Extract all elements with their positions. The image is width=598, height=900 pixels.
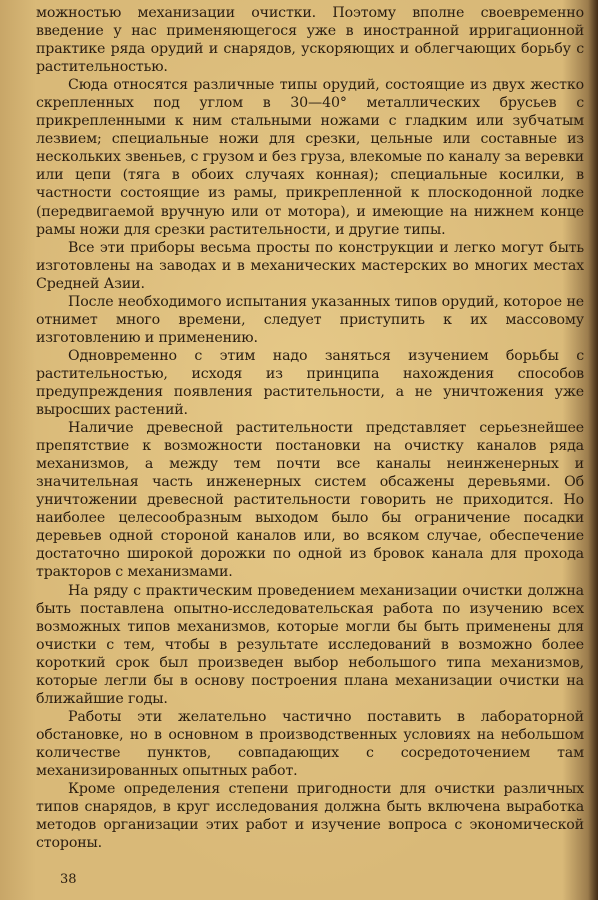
- paragraph-8: Работы эти желательно частично поставить в лабораторной обстановке, но в основном в производственных условиях на небольшом количестве пунктов, совпадающих с сосредоточением там механизированных опытных работ.: [36, 708, 584, 779]
- paragraph-9: Кроме определения степени пригодности для очистки различных типов снарядов, в круг исследования должна быть включена выработка методов организации этих работ и изучение вопроса с экономической стороны.: [36, 781, 584, 852]
- paragraph-6: Наличие древесной растительности представляет серьезнейшее препятствие к возможности постановки на очистку каналов ряда механизмов, а между тем почти все каналы неинженерных и значительная часть инженерных систем обсажены деревьями. Об уничтожении древесной растительности говорить не приходится. Но наиболее целесообразным выходом было бы ограничение посадки деревьев одной стороной каналов или, во всяком случае, обеспечение достаточно широкой дорожки по одной из бровок канала для прохода тракторов с механизмами.: [36, 420, 584, 581]
- page-edge-shadow: [588, 0, 598, 900]
- paragraph-5: Одновременно с этим надо заняться изучением борьбы с растительностью, исходя из принципа нахождения способов предупреждения появления растительности, а не уничтожения уже выросших растений.: [36, 347, 584, 419]
- paragraph-2: Сюда относятся различные типы орудий, состоящие из двух жестко скрепленных под углом в 30—40° металлических брусьев с прикрепленными к ним стальными ножами с гладким или зубчатым лезвием; специальные ножи для срезки, цельные или составные из нескольких звеньев, с грузом и без груза, влекомые по каналу за веревки или цепи (тяга в обоих случаях конная); специальные косилки, в частности состоящие из рамы, прикрепленной к плоскодонной лодке (передвигаемой вручную или от мотора), и имеющие на нижнем конце рамы ножи для срезки растительности, и другие типы.: [36, 77, 584, 238]
- page-body: [36, 4, 584, 852]
- paragraph-7: На ряду с практическим проведением механизации очистки должна быть поставлена опытно-исследовательская работа по изучению всех возможных типов механизмов, которые могли бы быть применены для очистки с тем, чтобы в результате исследований в возможно более короткий срок был произведен выбор небольшого типа механизмов, которые легли бы в основу построения плана механизации очистки на ближайшие годы.: [36, 582, 584, 707]
- paragraph-4: После необходимого испытания указанных типов орудий, которое не отнимет много времени, следует приступить к их массовому изготовлению и применению.: [36, 293, 584, 346]
- paragraph-1: можностью механизации очистки. Поэтому вполне своевременно введение у нас применяющегося уже в иностранной ирригационной практике ряда орудий и снарядов, ускоряющих и облегчающих борьбу с растительностью.: [36, 5, 584, 76]
- page-number: 38: [60, 872, 77, 887]
- paragraph-3: Все эти приборы весьма просты по конструкции и легко могут быть изготовлены на заводах и в механических мастерских во многих местах Средней Азии.: [36, 239, 584, 292]
